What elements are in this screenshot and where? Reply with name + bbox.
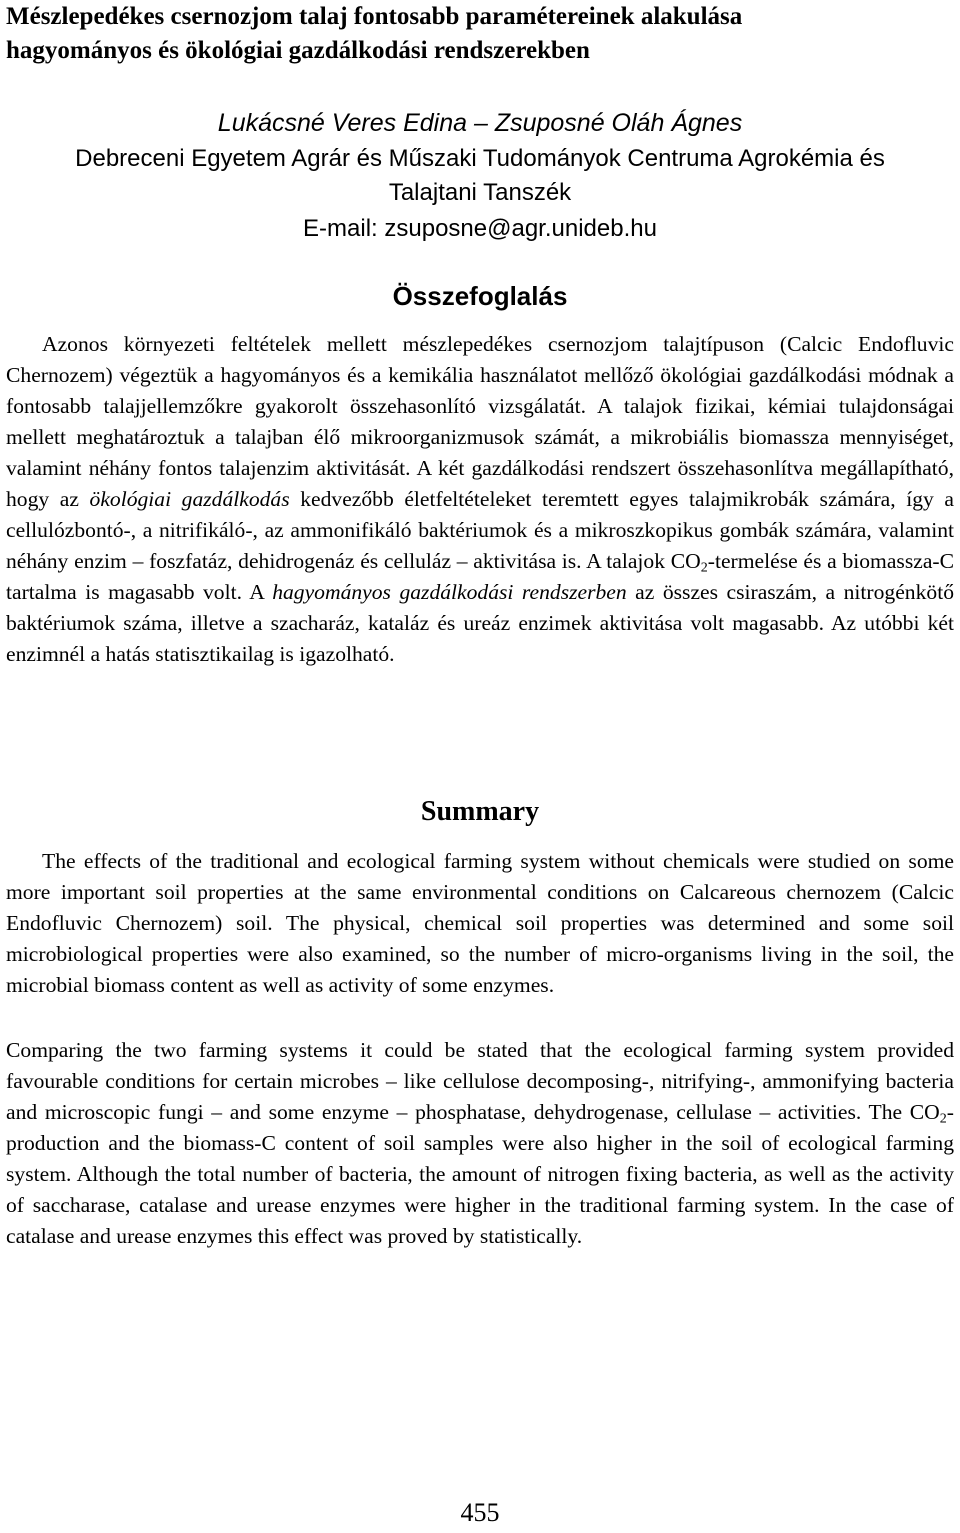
affiliation-line-2: Talajtani Tanszék <box>388 179 572 206</box>
authors: Lukácsné Veres Edina – Zsuposné Oláh Ágnes <box>217 109 743 137</box>
paper-title <box>6 0 742 68</box>
abstract-hu-heading: Összefoglalás <box>392 281 568 311</box>
abstract-hu-italic-1: ökológiai gazdálkodás <box>89 487 290 511</box>
abstract-hu-paragraph <box>6 329 954 670</box>
page-number: 455 <box>460 1498 500 1527</box>
title-line-2: hagyományos és ökológiai gazdálkodási rendszerekben <box>6 37 590 64</box>
summary-text-2a: Comparing the two farming systems it could be stated that the ecological farming system provided favourable conditions for certain microbes – like cellulose decomposing-, nitrifying-, ammonifying bacteria and microscopic fungi – and some enzyme – phosphatase, dehydrogenase, cellulase – activities. The CO <box>6 1038 954 1124</box>
summary-paragraph-2 <box>6 1035 954 1252</box>
title-line-1: Mészlepedékes csernozjom talaj fontosabb paramétereinek alakulása <box>6 3 743 30</box>
affiliation-line-1: Debreceni Egyetem Agrár és Műszaki Tudományok Centruma Agrokémia és <box>75 145 885 172</box>
affiliation-email: E-mail: zsuposne@agr.unideb.hu <box>303 215 657 242</box>
summary-heading: Summary <box>420 796 540 827</box>
summary-subscript: 2 <box>939 1110 947 1127</box>
abstract-hu-text-1: Azonos környezeti feltételek mellett mészlepedékes csernozjom talajtípuson (Calcic Endofluvic Chernozem) végeztük a hagyományos és a kemikália használatot mellőző ökológiai gazdálkodási módnak a fontosabb talajjellemzőkre gyakorolt összehasonlító vizsgálatát. A talajok fizikai, kémiai tulajdonságai mellett meghatároztuk a talajban élő mikroorganizmusok számát, a mikrobiális biomassza mennyiséget, valamint néhány fontos talajenzim aktivitását. A két gazdálkodási rendszert összehasonlítva megállapítható, hogy az <box>6 332 954 511</box>
abstract-hu-text-2: kedvezőbb életfeltételeket teremtett egyes talajmikrobák számára, így a cellulózbontó-, a nitrifikáló-, az ammonifikáló baktériumok és a mikroszkopikus gombák számára, valamint néhány enzim – foszfatáz, dehidrogenáz és celluláz – aktivitása is. A talajok CO <box>6 487 955 573</box>
summary-text-2b: -production and the biomass-C content of soil samples were also higher in the soil of ecological farming system. Although the total number of bacteria, the amount of nitrogen fixing bacteria, as well as the activity of saccharase, catalase and urease enzymes were higher in the traditional farming system. In the case of catalase and urease enzymes this effect was proved by statistically. <box>6 1100 954 1248</box>
abstract-hu-italic-2: hagyományos gazdálkodási rendszerben <box>272 580 627 604</box>
abstract-hu-text-3: -termelése és a biomassza-C tartalma is magasabb volt. A <box>6 549 954 604</box>
abstract-hu-text-4: az összes csiraszám, a nitrogénkötő baktériumok száma, illetve a szacharáz, kataláz és ureáz enzimek aktivitása volt magasabb. Az utóbbi két enzimnél a hatás statisztikailag is igazolható. <box>6 580 954 666</box>
summary-paragraph-1: The effects of the traditional and ecological farming system without chemicals were studied on some more important soil properties at the same environmental conditions on Calcareous chernozem (Calcic Endofluvic Chernozem) soil. The physical, chemical soil properties was determined and some soil microbiological properties were also examined, so the number of micro-organisms living in the soil, the microbial biomass content as well as activity of some enzymes. <box>6 849 954 997</box>
abstract-hu-subscript: 2 <box>700 559 708 576</box>
